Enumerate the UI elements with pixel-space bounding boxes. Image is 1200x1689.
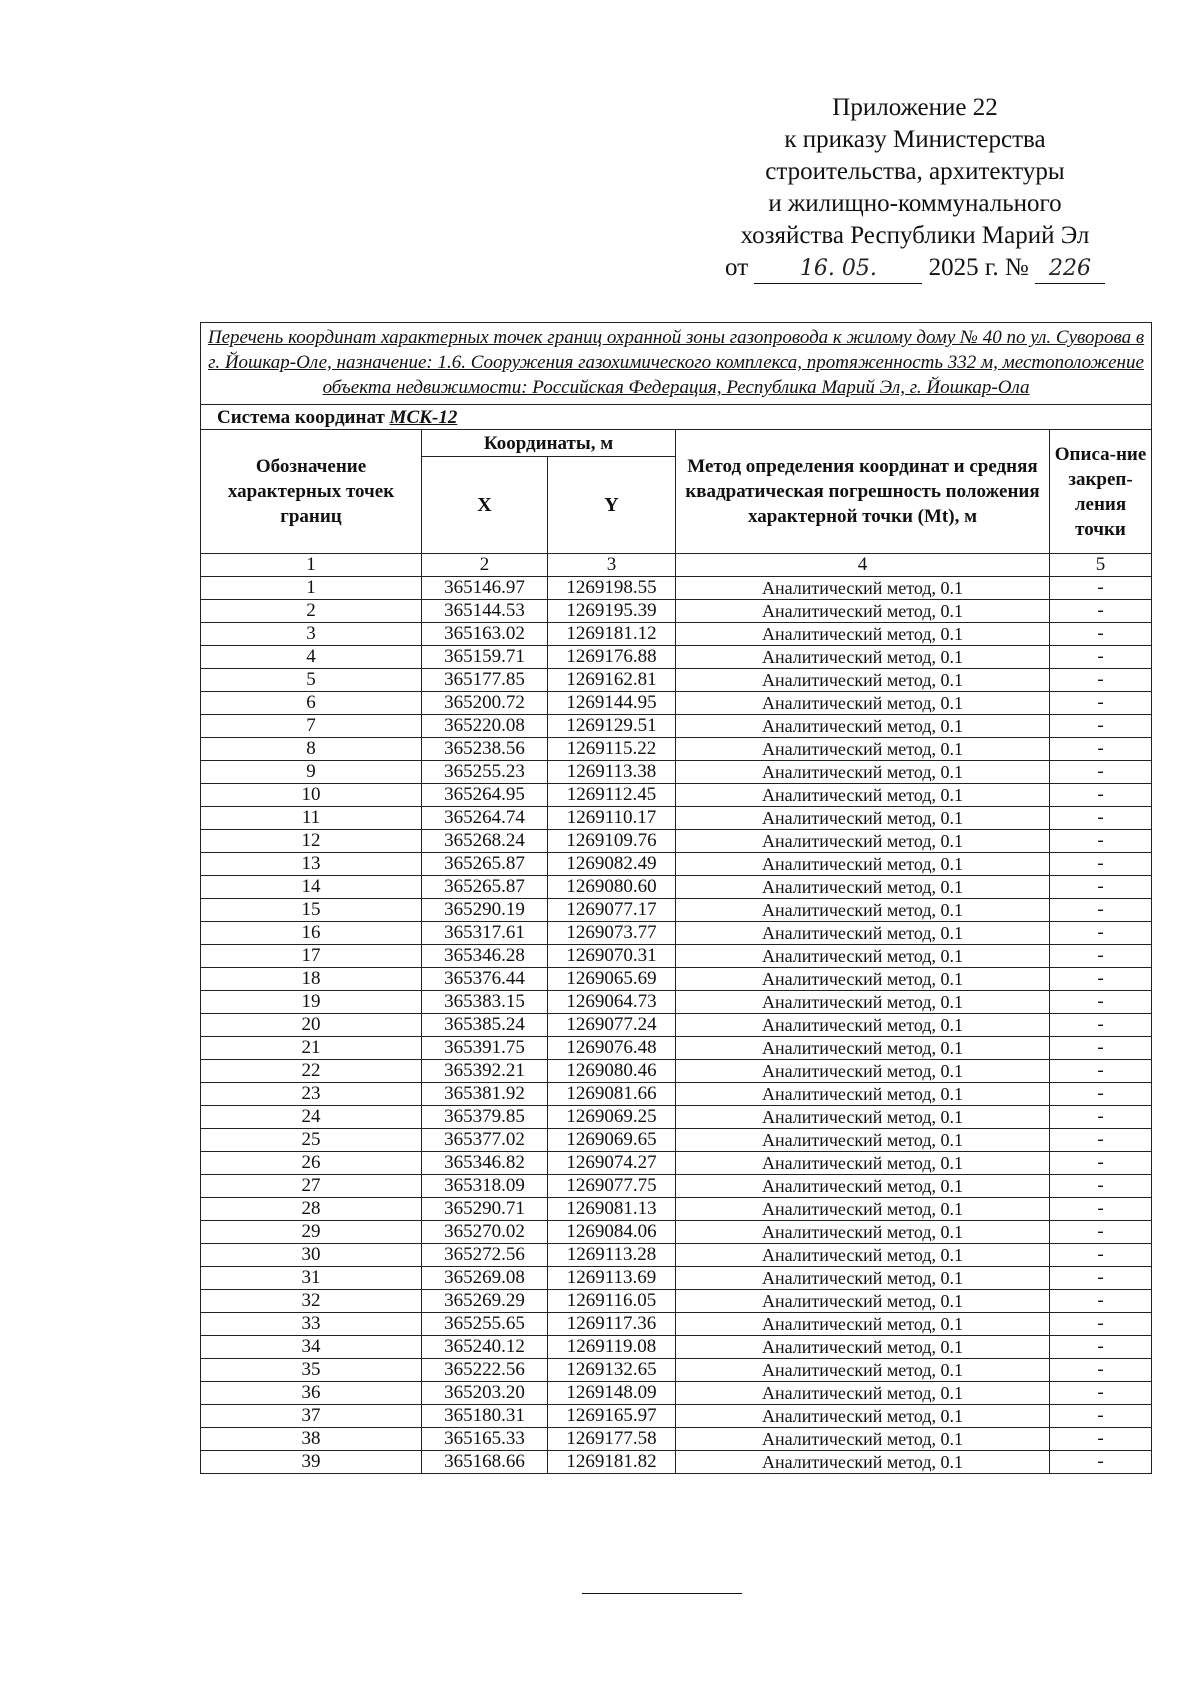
x-coordinate-cell: 365222.56 [422,1359,548,1382]
table-row [201,876,1152,899]
table-row [201,577,1152,600]
x-coordinate-cell: 365168.66 [422,1451,548,1474]
description-cell: - [1050,876,1152,899]
table-row [201,1359,1152,1382]
y-coordinate-cell: 1269076.48 [548,1037,676,1060]
x-coordinate-cell: 365265.87 [422,853,548,876]
description-cell: - [1050,807,1152,830]
point-number-cell: 5 [201,669,422,692]
point-number-cell: 39 [201,1451,422,1474]
y-coordinate-cell: 1269069.65 [548,1129,676,1152]
y-coordinate-cell: 1269109.76 [548,830,676,853]
description-cell: - [1050,853,1152,876]
column-number: 5 [1050,554,1152,577]
method-cell: Аналитический метод, 0.1 [676,830,1050,853]
header-line: строительства, архитектуры [765,158,1065,185]
x-coordinate-cell: 365318.09 [422,1175,548,1198]
x-coordinate-cell: 365290.71 [422,1198,548,1221]
method-cell: Аналитический метод, 0.1 [676,669,1050,692]
x-coordinate-cell: 365268.24 [422,830,548,853]
point-number-cell: 12 [201,830,422,853]
y-coordinate-cell: 1269116.05 [548,1290,676,1313]
point-number-cell: 35 [201,1359,422,1382]
column-number: 1 [201,554,422,577]
point-number-cell: 10 [201,784,422,807]
table-row [201,1405,1152,1428]
method-cell: Аналитический метод, 0.1 [676,623,1050,646]
method-cell: Аналитический метод, 0.1 [676,876,1050,899]
x-coordinate-cell: 365317.61 [422,922,548,945]
description-cell: - [1050,1083,1152,1106]
table-row [201,692,1152,715]
point-number-cell: 13 [201,853,422,876]
x-coordinate-cell: 365377.02 [422,1129,548,1152]
description-cell: - [1050,623,1152,646]
method-cell: Аналитический метод, 0.1 [676,1267,1050,1290]
description-cell: - [1050,1106,1152,1129]
point-number-cell: 34 [201,1336,422,1359]
table-row [201,1428,1152,1451]
table-row [201,1037,1152,1060]
point-number-cell: 9 [201,761,422,784]
method-cell: Аналитический метод, 0.1 [676,1405,1050,1428]
description-cell: - [1050,945,1152,968]
method-cell: Аналитический метод, 0.1 [676,1336,1050,1359]
method-cell: Аналитический метод, 0.1 [676,1359,1050,1382]
y-coordinate-cell: 1269069.25 [548,1106,676,1129]
table-row [201,1313,1152,1336]
method-cell: Аналитический метод, 0.1 [676,899,1050,922]
table-body [201,577,1152,1474]
y-coordinate-cell: 1269074.27 [548,1152,676,1175]
description-cell: - [1050,1175,1152,1198]
y-coordinate-cell: 1269065.69 [548,968,676,991]
point-number-cell: 15 [201,899,422,922]
method-cell: Аналитический метод, 0.1 [676,1083,1050,1106]
description-cell: - [1050,1267,1152,1290]
method-cell: Аналитический метод, 0.1 [676,853,1050,876]
list-title: Перечень координат характерных точек границ охранной зоны газопровода к жилому дому № 40 по ул. Суворова в г. Йошкар-Оле, назначение: 1.6. Сооружения газохимического комплекса, протяженность 332 м, местоположение объекта недвижимости: Российская Федерация, Республика Марий Эл, г. Йошкар-Ола [201,323,1152,405]
table-row [201,784,1152,807]
description-cell: - [1050,1359,1152,1382]
y-coordinate-cell: 1269132.65 [548,1359,676,1382]
y-coordinate-cell: 1269080.60 [548,876,676,899]
x-coordinate-cell: 365240.12 [422,1336,548,1359]
method-cell: Аналитический метод, 0.1 [676,922,1050,945]
method-cell: Аналитический метод, 0.1 [676,1106,1050,1129]
description-cell: - [1050,577,1152,600]
x-coordinate-cell: 365391.75 [422,1037,548,1060]
point-number-cell: 18 [201,968,422,991]
table-row [201,853,1152,876]
x-coordinate-cell: 365385.24 [422,1014,548,1037]
point-number-cell: 27 [201,1175,422,1198]
table-row [201,1129,1152,1152]
point-number-cell: 17 [201,945,422,968]
order-number-field: 226 [1035,257,1105,284]
method-cell: Аналитический метод, 0.1 [676,1428,1050,1451]
coordinate-system-label: Система координат [217,406,385,428]
x-coordinate-cell: 365220.08 [422,715,548,738]
point-number-cell: 7 [201,715,422,738]
point-number-cell: 2 [201,600,422,623]
point-number-cell: 6 [201,692,422,715]
point-number-cell: 8 [201,738,422,761]
method-cell: Аналитический метод, 0.1 [676,1152,1050,1175]
y-coordinate-cell: 1269081.66 [548,1083,676,1106]
description-cell: - [1050,1014,1152,1037]
point-number-cell: 20 [201,1014,422,1037]
point-number-cell: 29 [201,1221,422,1244]
x-coordinate-cell: 365383.15 [422,991,548,1014]
x-coordinate-cell: 365290.19 [422,899,548,922]
table-row [201,1290,1152,1313]
method-cell: Аналитический метод, 0.1 [676,1221,1050,1244]
x-coordinate-cell: 365376.44 [422,968,548,991]
table-row [201,1106,1152,1129]
x-coordinate-cell: 365265.87 [422,876,548,899]
point-number-cell: 26 [201,1152,422,1175]
description-cell: - [1050,899,1152,922]
x-coordinate-cell: 365203.20 [422,1382,548,1405]
description-cell: - [1050,669,1152,692]
description-cell: - [1050,646,1152,669]
method-cell: Аналитический метод, 0.1 [676,807,1050,830]
table-row [201,899,1152,922]
table-row [201,761,1152,784]
header-line: Приложение 22 [832,94,998,121]
method-cell: Аналитический метод, 0.1 [676,715,1050,738]
x-coordinate-cell: 365269.08 [422,1267,548,1290]
table-row [201,646,1152,669]
point-number-cell: 14 [201,876,422,899]
description-header: Описа-ние закреп-ления точки [1050,430,1152,554]
y-coordinate-cell: 1269198.55 [548,577,676,600]
x-coordinate-cell: 365392.21 [422,1060,548,1083]
x-coordinate-cell: 365346.82 [422,1152,548,1175]
table-row [201,1336,1152,1359]
x-coordinate-cell: 365238.56 [422,738,548,761]
x-coordinate-cell: 365270.02 [422,1221,548,1244]
point-number-cell: 36 [201,1382,422,1405]
table-row [201,807,1152,830]
description-cell: - [1050,1060,1152,1083]
description-cell: - [1050,1336,1152,1359]
point-number-cell: 19 [201,991,422,1014]
x-coordinate-cell: 365379.85 [422,1106,548,1129]
description-cell: - [1050,692,1152,715]
table-row [201,1198,1152,1221]
y-coordinate-cell: 1269073.77 [548,922,676,945]
description-cell: - [1050,1451,1152,1474]
x-coordinate-cell: 365255.23 [422,761,548,784]
method-cell: Аналитический метод, 0.1 [676,968,1050,991]
order-date-field: 16. 05. [754,257,922,284]
table-row [201,738,1152,761]
method-cell: Аналитический метод, 0.1 [676,1290,1050,1313]
point-number-cell: 28 [201,1198,422,1221]
table-row [201,922,1152,945]
y-coordinate-cell: 1269162.81 [548,669,676,692]
x-coordinate-cell: 365264.95 [422,784,548,807]
method-cell: Аналитический метод, 0.1 [676,600,1050,623]
point-designation-header: Обозначение характерных точек границ [201,430,422,554]
point-number-cell: 4 [201,646,422,669]
x-header: X [422,457,548,554]
table-row [201,1382,1152,1405]
method-cell: Аналитический метод, 0.1 [676,1175,1050,1198]
x-coordinate-cell: 365255.65 [422,1313,548,1336]
x-coordinate-cell: 365146.97 [422,577,548,600]
y-coordinate-cell: 1269110.17 [548,807,676,830]
description-cell: - [1050,738,1152,761]
y-coordinate-cell: 1269117.36 [548,1313,676,1336]
table-row [201,991,1152,1014]
table-row [201,1221,1152,1244]
table-row [201,1152,1152,1175]
x-coordinate-cell: 365165.33 [422,1428,548,1451]
description-cell: - [1050,991,1152,1014]
x-coordinate-cell: 365346.28 [422,945,548,968]
table-row [201,1244,1152,1267]
y-coordinate-cell: 1269082.49 [548,853,676,876]
point-number-cell: 38 [201,1428,422,1451]
y-coordinate-cell: 1269112.45 [548,784,676,807]
description-cell: - [1050,1290,1152,1313]
point-number-cell: 11 [201,807,422,830]
method-cell: Аналитический метод, 0.1 [676,1060,1050,1083]
table-row [201,1060,1152,1083]
coordinate-system [201,405,1152,430]
point-number-cell: 3 [201,623,422,646]
coordinates-table [200,322,1152,1474]
method-cell: Аналитический метод, 0.1 [676,991,1050,1014]
x-coordinate-cell: 365269.29 [422,1290,548,1313]
point-number-cell: 24 [201,1106,422,1129]
column-number: 3 [548,554,676,577]
table-row [201,830,1152,853]
y-coordinate-cell: 1269081.13 [548,1198,676,1221]
description-cell: - [1050,1037,1152,1060]
method-cell: Аналитический метод, 0.1 [676,738,1050,761]
x-coordinate-cell: 365200.72 [422,692,548,715]
y-coordinate-cell: 1269077.17 [548,899,676,922]
y-coordinate-cell: 1269113.69 [548,1267,676,1290]
description-cell: - [1050,968,1152,991]
table-row [201,669,1152,692]
x-coordinate-cell: 365381.92 [422,1083,548,1106]
x-coordinate-cell: 365163.02 [422,623,548,646]
order-line [700,252,1130,284]
point-number-cell: 33 [201,1313,422,1336]
method-cell: Аналитический метод, 0.1 [676,692,1050,715]
header-line: к приказу Министерства [784,126,1046,153]
y-coordinate-cell: 1269084.06 [548,1221,676,1244]
point-number-cell: 30 [201,1244,422,1267]
method-header: Метод определения координат и средняя квадратическая погрешность положения характерной точки (Mt), м [676,430,1050,554]
y-coordinate-cell: 1269070.31 [548,945,676,968]
y-coordinate-cell: 1269113.38 [548,761,676,784]
y-coordinate-cell: 1269144.95 [548,692,676,715]
x-coordinate-cell: 365177.85 [422,669,548,692]
description-cell: - [1050,1313,1152,1336]
header-line: хозяйства Республики Марий Эл [740,222,1090,249]
y-coordinate-cell: 1269129.51 [548,715,676,738]
point-number-cell: 16 [201,922,422,945]
coordinate-system-value: МСК-12 [389,406,458,428]
method-cell: Аналитический метод, 0.1 [676,1014,1050,1037]
y-coordinate-cell: 1269064.73 [548,991,676,1014]
method-cell: Аналитический метод, 0.1 [676,1313,1050,1336]
bottom-divider [582,1593,742,1594]
description-cell: - [1050,1129,1152,1152]
coordinates-header: Координаты, м [422,430,676,457]
table-row [201,1267,1152,1290]
x-coordinate-cell: 365180.31 [422,1405,548,1428]
x-coordinate-cell: 365264.74 [422,807,548,830]
y-header: Y [548,457,676,554]
x-coordinate-cell: 365159.71 [422,646,548,669]
table-row [201,715,1152,738]
header-line: и жилищно-коммунального [768,190,1062,217]
table-row [201,968,1152,991]
y-coordinate-cell: 1269176.88 [548,646,676,669]
description-cell: - [1050,1405,1152,1428]
description-cell: - [1050,784,1152,807]
method-cell: Аналитический метод, 0.1 [676,646,1050,669]
column-number: 4 [676,554,1050,577]
point-number-cell: 21 [201,1037,422,1060]
y-coordinate-cell: 1269077.75 [548,1175,676,1198]
point-number-cell: 32 [201,1290,422,1313]
x-coordinate-cell: 365272.56 [422,1244,548,1267]
table-row [201,600,1152,623]
y-coordinate-cell: 1269181.12 [548,623,676,646]
y-coordinate-cell: 1269080.46 [548,1060,676,1083]
point-number-cell: 37 [201,1405,422,1428]
description-cell: - [1050,1382,1152,1405]
method-cell: Аналитический метод, 0.1 [676,945,1050,968]
description-cell: - [1050,922,1152,945]
table-row [201,1175,1152,1198]
y-coordinate-cell: 1269077.24 [548,1014,676,1037]
order-year: 2025 г. № [928,254,1029,281]
point-number-cell: 1 [201,577,422,600]
y-coordinate-cell: 1269115.22 [548,738,676,761]
description-cell: - [1050,600,1152,623]
description-cell: - [1050,715,1152,738]
method-cell: Аналитический метод, 0.1 [676,784,1050,807]
column-number: 2 [422,554,548,577]
description-cell: - [1050,1198,1152,1221]
description-cell: - [1050,1221,1152,1244]
table-row [201,623,1152,646]
y-coordinate-cell: 1269148.09 [548,1382,676,1405]
y-coordinate-cell: 1269177.58 [548,1428,676,1451]
table-row [201,1014,1152,1037]
table-row [201,1083,1152,1106]
method-cell: Аналитический метод, 0.1 [676,1382,1050,1405]
description-cell: - [1050,1152,1152,1175]
y-coordinate-cell: 1269195.39 [548,600,676,623]
point-number-cell: 22 [201,1060,422,1083]
y-coordinate-cell: 1269119.08 [548,1336,676,1359]
table-row [201,945,1152,968]
y-coordinate-cell: 1269165.97 [548,1405,676,1428]
column-number-row [201,554,1152,577]
y-coordinate-cell: 1269113.28 [548,1244,676,1267]
method-cell: Аналитический метод, 0.1 [676,1129,1050,1152]
method-cell: Аналитический метод, 0.1 [676,1037,1050,1060]
point-number-cell: 25 [201,1129,422,1152]
method-cell: Аналитический метод, 0.1 [676,761,1050,784]
method-cell: Аналитический метод, 0.1 [676,1451,1050,1474]
y-coordinate-cell: 1269181.82 [548,1451,676,1474]
method-cell: Аналитический метод, 0.1 [676,1244,1050,1267]
order-prefix: от [725,254,749,281]
method-cell: Аналитический метод, 0.1 [676,577,1050,600]
table-row [201,1451,1152,1474]
method-cell: Аналитический метод, 0.1 [676,1198,1050,1221]
point-number-cell: 23 [201,1083,422,1106]
description-cell: - [1050,1244,1152,1267]
point-number-cell: 31 [201,1267,422,1290]
x-coordinate-cell: 365144.53 [422,600,548,623]
description-cell: - [1050,1428,1152,1451]
description-cell: - [1050,830,1152,853]
appendix-header [700,92,1130,284]
description-cell: - [1050,761,1152,784]
